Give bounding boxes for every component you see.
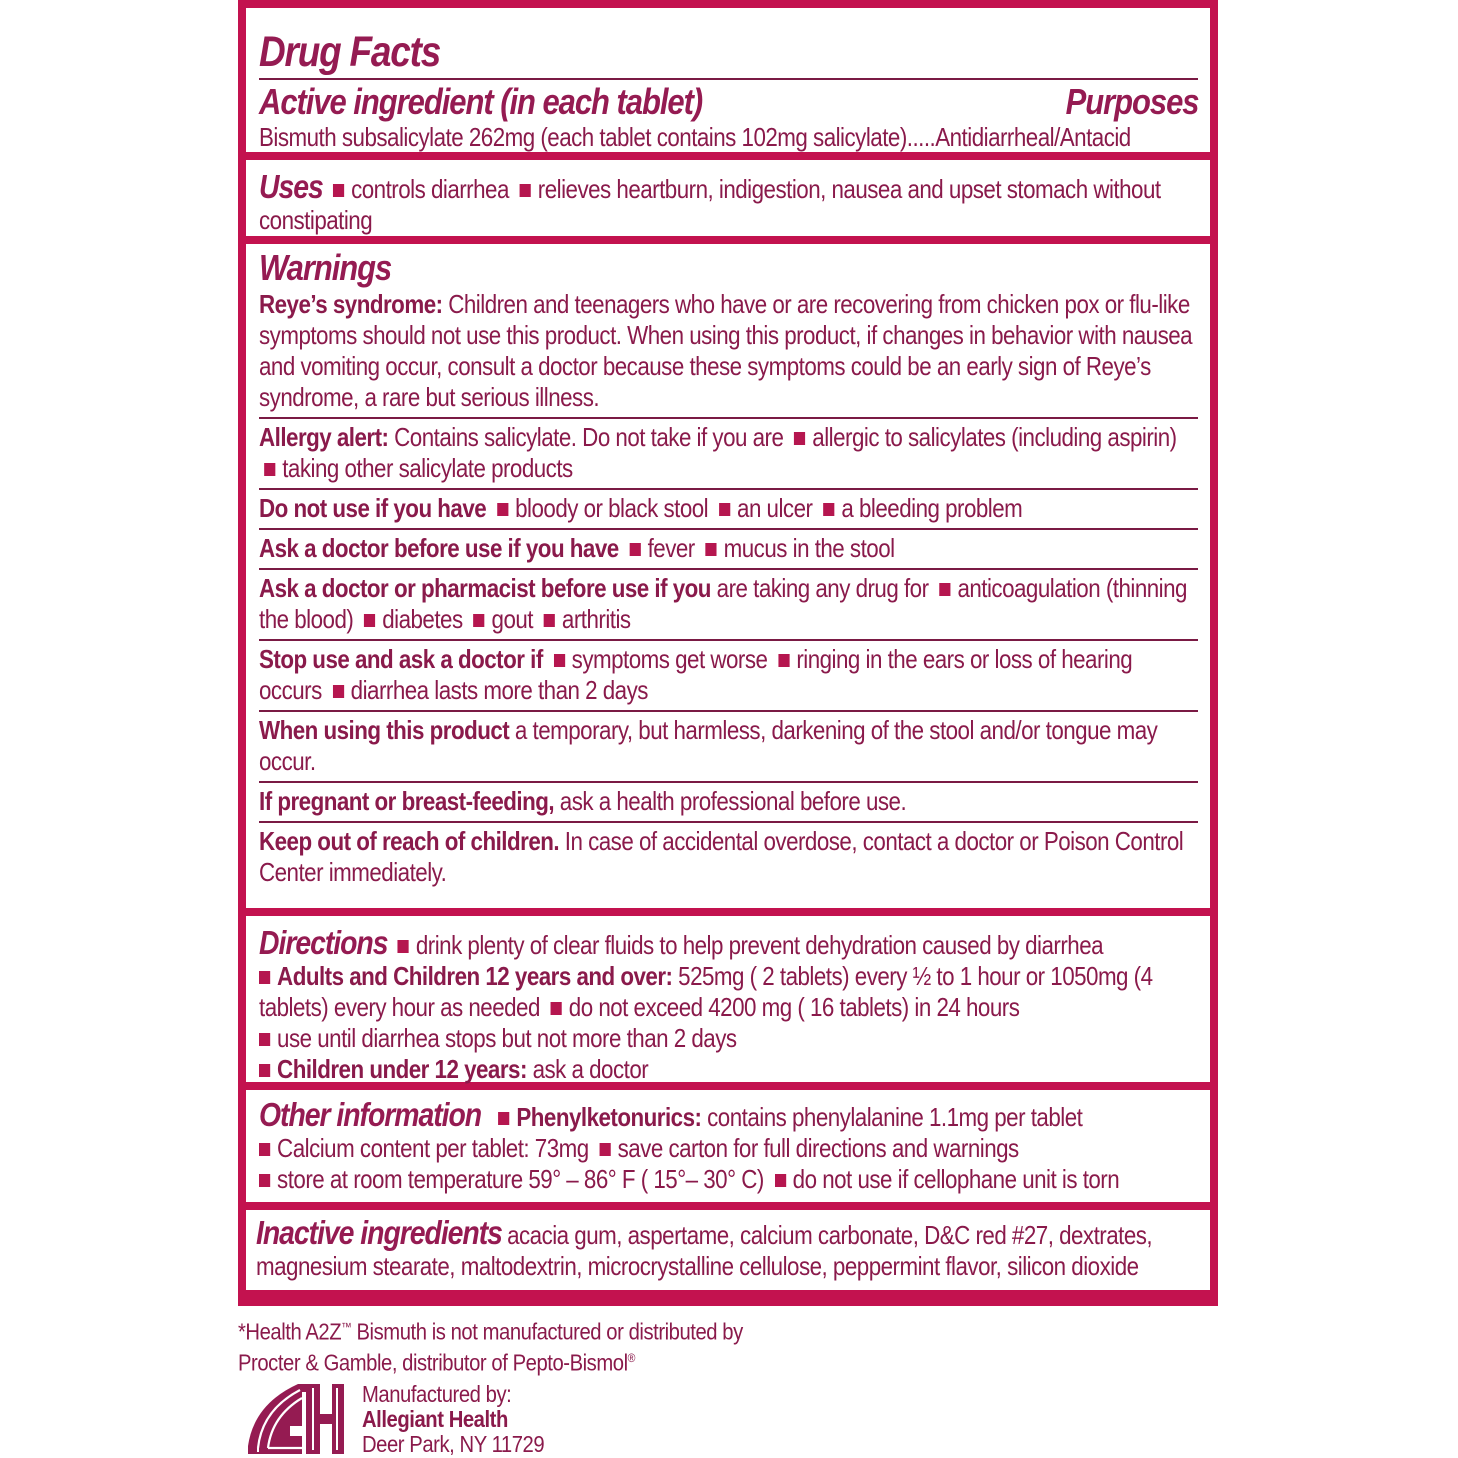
drug-facts-panel	[238, 0, 1218, 1306]
pku-label: Phenylketonurics:	[516, 1102, 702, 1132]
directions-children-text: ask a doctor	[532, 1054, 649, 1084]
pregnant-text: ask a health professional before use.	[559, 786, 907, 816]
keep-out-text: In case of accidental overdose, contact a doctor or Poison Control Center immediately.	[259, 826, 1184, 887]
allergy-text: Contains salicylate. Do not take if you are	[394, 422, 784, 452]
directions-heading: Directions	[259, 924, 388, 961]
bullet-square-icon	[498, 1112, 509, 1125]
drug-facts-header-section	[246, 8, 1210, 152]
bullet-square-icon	[778, 654, 789, 667]
ask-pharmacist-warning	[259, 570, 1198, 639]
uses-section	[246, 160, 1210, 236]
ask-doctor-warning	[259, 530, 1198, 568]
bullet-square-icon	[939, 583, 950, 596]
manufactured-by-label: Manufactured by:	[362, 1381, 512, 1407]
bullet-square-icon	[794, 432, 805, 445]
pregnant-warning	[259, 783, 1198, 821]
bullet-square-icon	[259, 971, 270, 984]
disclaimer-note	[238, 1314, 743, 1375]
uses-item: controls diarrhea	[351, 174, 509, 204]
bullet-square-icon	[520, 184, 531, 197]
ask-pharmacist-item: arthritis	[561, 604, 631, 634]
ask-pharmacist-item: gout	[491, 604, 534, 634]
allergy-alert-warning	[259, 419, 1198, 488]
disclaimer-text: *Health A2Z	[238, 1318, 342, 1345]
bullet-square-icon	[259, 1064, 270, 1077]
company-address: Deer Park, NY 11729	[362, 1431, 545, 1457]
bullet-square-icon	[473, 614, 484, 627]
warnings-heading: Warnings	[259, 247, 392, 288]
stop-use-item: ringing in the ears or loss of hearing occurs	[259, 644, 1133, 705]
allegiant-health-logo-icon	[246, 1382, 346, 1454]
keep-out-of-reach-warning	[259, 823, 1198, 892]
stop-use-warning	[259, 641, 1198, 710]
disclaimer-text: Bismuth is not manufactured or distributed by	[351, 1318, 743, 1345]
stop-use-item: symptoms get worse	[571, 644, 768, 674]
directions-text	[259, 926, 1196, 1085]
other-info-item: store at room temperature 59° – 86° F ( 15°– 30° C)	[277, 1164, 764, 1194]
other-info-item: save carton for full directions and warnings	[617, 1133, 1019, 1163]
bullet-square-icon	[719, 503, 730, 516]
ask-pharmacist-text: are taking any drug for	[716, 573, 929, 603]
manufacturer-block	[246, 1382, 569, 1457]
bullet-square-icon	[823, 503, 834, 516]
directions-section	[246, 916, 1210, 1082]
disclaimer-text: Procter & Gamble, distributor of Pepto-Bismol	[238, 1349, 628, 1376]
reyes-text: Children and teenagers who have or are recovering from chicken pox or flu-like symptoms should not use this product. When using this product, if changes in behavior with nausea and vomiting occur, consult a doctor because these symptoms could be an early sign of Reye’s syndrome, a rare but serious illness.	[259, 289, 1193, 412]
ask-pharmacist-item: anticoagulation (thinning the blood)	[259, 573, 1187, 634]
registered-symbol: ®	[627, 1350, 636, 1365]
ask-pharmacist-label: Ask a doctor or pharmacist before use if you	[259, 573, 711, 603]
ask-doctor-item: mucus in the stool	[723, 533, 895, 563]
uses-heading: Uses	[259, 168, 323, 205]
when-using-warning	[259, 712, 1198, 781]
allergy-item: allergic to salicylates (including aspirin)	[812, 422, 1177, 452]
drug-facts-title: Drug Facts	[259, 28, 441, 76]
inactive-ingredients-text	[256, 1216, 1196, 1282]
directions-item: drink plenty of clear fluids to help prevent dehydration caused by diarrhea	[415, 930, 1104, 960]
other-info-item: Calcium content per tablet: 73mg	[277, 1133, 589, 1163]
other-info-item: do not use if cellophane unit is torn	[792, 1164, 1120, 1194]
when-using-label: When using this product	[259, 715, 510, 745]
bullet-square-icon	[497, 503, 508, 516]
reyes-syndrome-warning	[259, 286, 1198, 417]
ask-doctor-label: Ask a doctor before use if you have	[259, 533, 619, 563]
bullet-square-icon	[259, 1143, 270, 1156]
warnings-section	[246, 244, 1210, 908]
stop-use-item: diarrhea lasts more than 2 days	[350, 675, 648, 705]
directions-adults-text: 525mg ( 2 tablets) every ½ to 1 hour or 1050mg (4 tablets) every hour as needed	[259, 961, 1153, 1022]
ask-doctor-item: fever	[647, 533, 695, 563]
bullet-square-icon	[775, 1174, 786, 1187]
pku-text: contains phenylalanine 1.1mg per tablet	[707, 1102, 1083, 1132]
bullet-square-icon	[333, 685, 344, 698]
bullet-square-icon	[600, 1143, 611, 1156]
bullet-square-icon	[630, 543, 641, 556]
other-information-section	[246, 1090, 1210, 1202]
bullet-square-icon	[259, 1174, 270, 1187]
directions-adults-label: Adults and Children 12 years and over:	[277, 961, 673, 991]
bullet-square-icon	[554, 654, 565, 667]
bullet-square-icon	[706, 543, 717, 556]
bullet-square-icon	[544, 614, 555, 627]
allergy-label: Allergy alert:	[259, 422, 389, 452]
directions-item: do not exceed 4200 mg ( 16 tablets) in 24 hours	[568, 992, 1020, 1022]
purposes-heading: Purposes	[1065, 81, 1198, 122]
divider	[259, 78, 1198, 80]
bullet-square-icon	[364, 614, 375, 627]
bullet-square-icon	[264, 463, 275, 476]
do-not-use-item: an ulcer	[737, 493, 813, 523]
bullet-square-icon	[551, 1002, 562, 1015]
do-not-use-item: bloody or black stool	[515, 493, 709, 523]
when-using-text: a temporary, but harmless, darkening of the stool and/or tongue may occur.	[259, 715, 1158, 776]
company-name: Allegiant Health	[362, 1406, 508, 1432]
other-information-heading: Other information	[259, 1096, 482, 1133]
inactive-ingredients-section	[246, 1210, 1210, 1290]
active-ingredient-heading: Active ingredient (in each tablet)	[259, 81, 703, 122]
do-not-use-warning	[259, 490, 1198, 528]
uses-text	[259, 170, 1196, 236]
manufacturer-text	[362, 1382, 544, 1457]
ask-pharmacist-item: diabetes	[382, 604, 463, 634]
pregnant-label: If pregnant or breast-feeding,	[259, 786, 555, 816]
do-not-use-item: a bleeding problem	[841, 493, 1023, 523]
uses-item: relieves heartburn, indigestion, nausea and upset stomach without constipating	[259, 174, 1161, 235]
directions-children-label: Children under 12 years:	[277, 1054, 527, 1084]
directions-item: use until diarrhea stops but not more than 2 days	[277, 1023, 737, 1053]
bullet-square-icon	[259, 1033, 270, 1046]
active-ingredient-line: Bismuth subsalicylate 262mg (each tablet contains 102mg salicylate).....Antidiarrheal/Antacid	[259, 122, 1131, 152]
trademark-symbol: ™	[341, 1320, 352, 1334]
inactive-ingredients-list: acacia gum, aspertame, calcium carbonate, D&C red #27, dextrates, magnesium stearate, maltodextrin, microcrystalline cellulose, peppermint flavor, silicon dioxide	[256, 1220, 1153, 1281]
keep-out-label: Keep out of reach of children.	[259, 826, 560, 856]
inactive-ingredients-heading: Inactive ingredients	[256, 1214, 502, 1251]
bullet-square-icon	[333, 184, 344, 197]
reyes-label: Reye’s syndrome:	[259, 289, 443, 319]
stop-use-label: Stop use and ask a doctor if	[259, 644, 543, 674]
other-information-text	[259, 1098, 1196, 1195]
do-not-use-label: Do not use if you have	[259, 493, 487, 523]
allergy-item: taking other salicylate products	[282, 453, 573, 483]
bullet-square-icon	[398, 940, 409, 953]
